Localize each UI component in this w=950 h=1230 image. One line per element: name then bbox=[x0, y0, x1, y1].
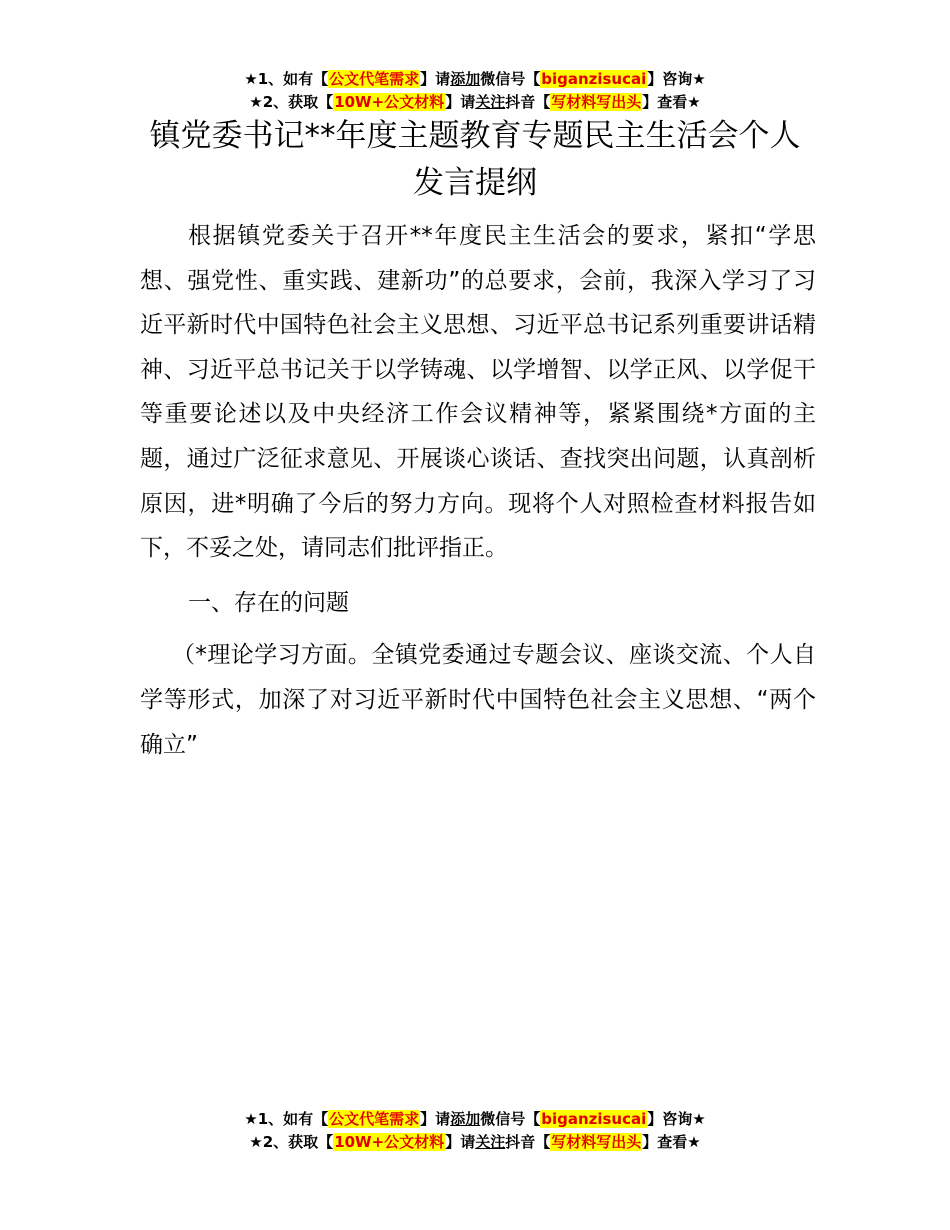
notice-emphasis: 关注 bbox=[475, 1133, 506, 1151]
notice-text: 】查看★ bbox=[642, 93, 701, 111]
notice-text: 】请 bbox=[445, 1133, 476, 1151]
douyin-account-highlight: 写材料写出头 bbox=[551, 1133, 642, 1151]
notice-text: 】请 bbox=[420, 1110, 451, 1128]
notice-line-2 bbox=[0, 91, 950, 114]
notice-text: 抖音【 bbox=[505, 93, 551, 111]
materials-highlight: 10W+公文材料 bbox=[334, 1133, 445, 1151]
notice-text: ★1、如有【 bbox=[244, 1110, 329, 1128]
intro-paragraph: 根据镇党委关于召开**年度民主生活会的要求，紧扣“学思想、强党性、重实践、建新功”的总要求，会前，我深入学习了习近平新时代中国特色社会主义思想、习近平总书记系列重要讲话精神、习近平总书记关于以学铸魂、以学增智、以学正风、以学促干等重要论述以及中央经济工作会议精神等，紧紧围绕*方面的主题，通过广泛征求意见、开展谈心谈话、查找突出问题，认真剖析原因，进*明确了今后的努力方向。现将个人对照检查材料报告如下，不妥之处，请同志们批评指正。 bbox=[140, 223, 816, 562]
service-highlight: 公文代笔需求 bbox=[329, 70, 420, 88]
section-paragraph: （*理论学习方面。全镇党委通过专题会议、座谈交流、个人自学等形式，加深了对习近平新时代中国特色社会主义思想、“两个确立” bbox=[140, 642, 816, 758]
notice-emphasis: 添加 bbox=[450, 1110, 481, 1128]
wechat-id-highlight: biganzisucai bbox=[541, 1110, 647, 1128]
notice-text: 】咨询★ bbox=[647, 70, 706, 88]
section-heading: 一、存在的问题 bbox=[188, 589, 349, 616]
douyin-account-highlight: 写材料写出头 bbox=[551, 93, 642, 111]
notice-text: 抖音【 bbox=[505, 1133, 551, 1151]
materials-highlight: 10W+公文材料 bbox=[334, 93, 445, 111]
notice-text: 】请 bbox=[445, 93, 476, 111]
service-highlight: 公文代笔需求 bbox=[329, 1110, 420, 1128]
notice-emphasis: 关注 bbox=[475, 93, 506, 111]
notice-text: ★1、如有【 bbox=[244, 70, 329, 88]
notice-line-1 bbox=[0, 1108, 950, 1131]
notice-emphasis: 添加 bbox=[450, 70, 481, 88]
notice-text: ★2、获取【 bbox=[249, 1133, 334, 1151]
notice-text: 】咨询★ bbox=[647, 1110, 706, 1128]
notice-text: ★2、获取【 bbox=[249, 93, 334, 111]
document-title: 镇党委书记**年度主题教育专题民主生活会个人发言提纲 bbox=[149, 118, 801, 201]
notice-line-2 bbox=[0, 1131, 950, 1154]
notice-line-1 bbox=[0, 68, 950, 91]
notice-text: 微信号【 bbox=[480, 1110, 541, 1128]
notice-text: 】请 bbox=[420, 70, 451, 88]
header-notice bbox=[0, 68, 950, 114]
document-body bbox=[140, 214, 816, 767]
footer-notice bbox=[0, 1108, 950, 1154]
notice-text: 微信号【 bbox=[480, 70, 541, 88]
notice-text: 】查看★ bbox=[642, 1133, 701, 1151]
wechat-id-highlight: biganzisucai bbox=[541, 70, 647, 88]
